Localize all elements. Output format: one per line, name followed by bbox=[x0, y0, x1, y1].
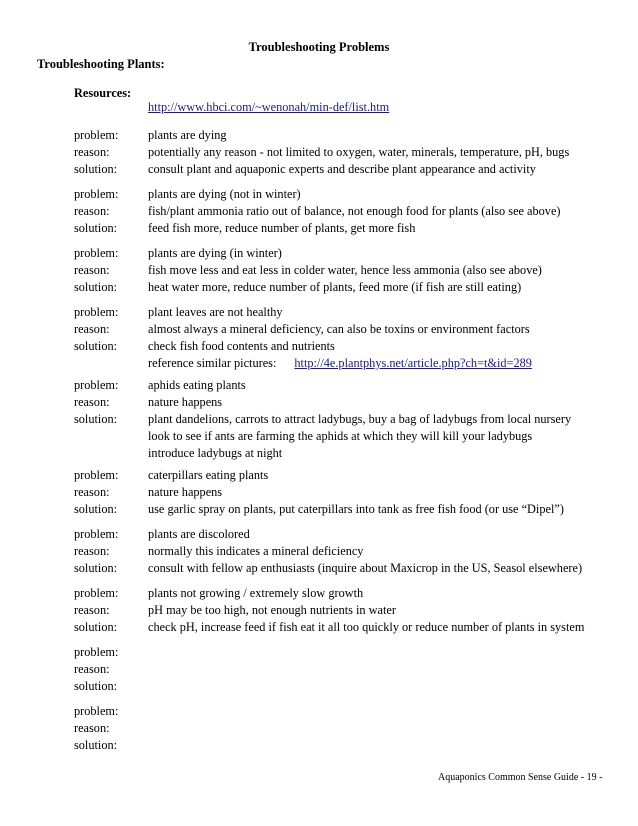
field-label: solution: bbox=[74, 561, 118, 575]
field-label: solution: bbox=[74, 412, 118, 426]
entry-line bbox=[74, 501, 564, 518]
field-label: reason: bbox=[74, 145, 110, 159]
entry-line bbox=[74, 560, 582, 577]
field-label: problem: bbox=[74, 704, 119, 718]
field-label: reason: bbox=[74, 322, 110, 336]
entry-line bbox=[74, 338, 335, 355]
entry-line bbox=[74, 484, 222, 501]
field-value: consult plant and aquaponic experts and describe plant appearance and activity bbox=[148, 162, 536, 176]
resources-label: Resources: bbox=[74, 86, 132, 100]
entry-line bbox=[74, 602, 396, 619]
entry-line bbox=[74, 144, 569, 161]
field-value: use garlic spray on plants, put caterpillars into tank as free fish food (or use “Dipel”) bbox=[148, 502, 564, 516]
field-label: reason: bbox=[74, 721, 110, 735]
field-value: plant leaves are not healthy bbox=[148, 305, 283, 319]
reference-link[interactable]: http://4e.plantphys.net/article.php?ch=t&id=289 bbox=[294, 356, 532, 370]
field-value: plants are discolored bbox=[148, 527, 250, 541]
entry-line bbox=[74, 304, 283, 321]
field-label: solution: bbox=[74, 339, 118, 353]
entry-line bbox=[74, 321, 530, 338]
field-label: solution: bbox=[74, 738, 118, 752]
field-value: fish/plant ammonia ratio out of balance, not enough food for plants (also see above) bbox=[148, 204, 561, 218]
field-label: solution: bbox=[74, 280, 118, 294]
entry-line bbox=[74, 445, 282, 462]
field-label: solution: bbox=[74, 679, 118, 693]
field-value: normally this indicates a mineral deficiency bbox=[148, 544, 364, 558]
resources-link[interactable]: http://www.hbci.com/~wenonah/min-def/list.htm bbox=[148, 100, 390, 114]
field-value: fish move less and eat less in colder water, hence less ammonia (also see above) bbox=[148, 263, 542, 277]
field-value: pH may be too high, not enough nutrients in water bbox=[148, 603, 396, 617]
field-label: problem: bbox=[74, 645, 119, 659]
page-title: Troubleshooting Problems bbox=[248, 40, 390, 54]
field-value: plant dandelions, carrots to attract ladybugs, buy a bag of ladybugs from local nursery bbox=[148, 412, 572, 426]
field-value: plants not growing / extremely slow growth bbox=[148, 586, 364, 600]
field-value: check pH, increase feed if fish eat it all too quickly or reduce number of plants in system bbox=[148, 620, 585, 634]
field-label: solution: bbox=[74, 620, 118, 634]
field-label: problem: bbox=[74, 246, 119, 260]
entry-line bbox=[74, 720, 148, 737]
field-label: problem: bbox=[74, 586, 119, 600]
field-label: solution: bbox=[74, 221, 118, 235]
entry-line bbox=[74, 737, 148, 754]
entry-line bbox=[74, 678, 148, 695]
entry-line bbox=[74, 161, 536, 178]
field-value: heat water more, reduce number of plants, feed more (if fish are still eating) bbox=[148, 280, 522, 294]
field-label: problem: bbox=[74, 305, 119, 319]
field-label: solution: bbox=[74, 502, 118, 516]
field-value: caterpillars eating plants bbox=[148, 468, 269, 482]
entry-line bbox=[74, 703, 148, 720]
field-value: feed fish more, reduce number of plants, get more fish bbox=[148, 221, 416, 235]
field-label: reason: bbox=[74, 603, 110, 617]
field-label: reason: bbox=[74, 204, 110, 218]
field-value: nature happens bbox=[148, 395, 223, 409]
field-value: nature happens bbox=[148, 485, 223, 499]
entry-line bbox=[74, 127, 227, 144]
field-value: almost always a mineral deficiency, can also be toxins or environment factors bbox=[148, 322, 530, 336]
section-title: Troubleshooting Plants: bbox=[37, 57, 165, 71]
entry-line bbox=[74, 411, 571, 428]
field-value: consult with fellow ap enthusiasts (inquire about Maxicrop in the US, Seasol elsewhere) bbox=[148, 561, 583, 575]
field-label: reason: bbox=[74, 485, 110, 499]
entry-line bbox=[74, 428, 532, 445]
field-label: reason: bbox=[74, 544, 110, 558]
field-label: problem: bbox=[74, 527, 119, 541]
field-value: plants are dying bbox=[148, 128, 227, 142]
reference-label: reference similar pictures: bbox=[148, 356, 277, 370]
field-label: solution: bbox=[74, 162, 118, 176]
entry-line bbox=[74, 262, 542, 279]
field-label: reason: bbox=[74, 395, 110, 409]
entry-line bbox=[74, 661, 148, 678]
entry-line bbox=[74, 467, 268, 484]
entry-line bbox=[74, 279, 521, 296]
field-label: problem: bbox=[74, 187, 119, 201]
field-value: aphids eating plants bbox=[148, 378, 246, 392]
entry-line bbox=[74, 186, 301, 203]
field-value: look to see if ants are farming the aphids at which they will kill your ladybugs bbox=[148, 429, 533, 443]
entry-line bbox=[74, 355, 532, 372]
field-label: problem: bbox=[74, 128, 119, 142]
field-label: reason: bbox=[74, 263, 110, 277]
field-label: problem: bbox=[74, 468, 119, 482]
entry-line bbox=[74, 203, 561, 220]
entry-line bbox=[74, 377, 246, 394]
entry-line bbox=[74, 543, 363, 560]
field-value: check fish food contents and nutrients bbox=[148, 339, 335, 353]
field-value: plants are dying (not in winter) bbox=[148, 187, 301, 201]
entry-line bbox=[74, 220, 415, 237]
entry-line bbox=[74, 526, 250, 543]
entry-line bbox=[74, 619, 584, 636]
field-value: potentially any reason - not limited to oxygen, water, minerals, temperature, pH, bugs bbox=[148, 145, 570, 159]
field-label: problem: bbox=[74, 378, 119, 392]
field-label: reason: bbox=[74, 662, 110, 676]
page-footer: Aquaponics Common Sense Guide - 19 - bbox=[438, 772, 603, 783]
entry-line bbox=[74, 585, 363, 602]
entry-line bbox=[74, 644, 148, 661]
field-value: introduce ladybugs at night bbox=[148, 446, 283, 460]
entry-line bbox=[74, 245, 282, 262]
field-value: plants are dying (in winter) bbox=[148, 246, 282, 260]
entry-line bbox=[74, 394, 222, 411]
